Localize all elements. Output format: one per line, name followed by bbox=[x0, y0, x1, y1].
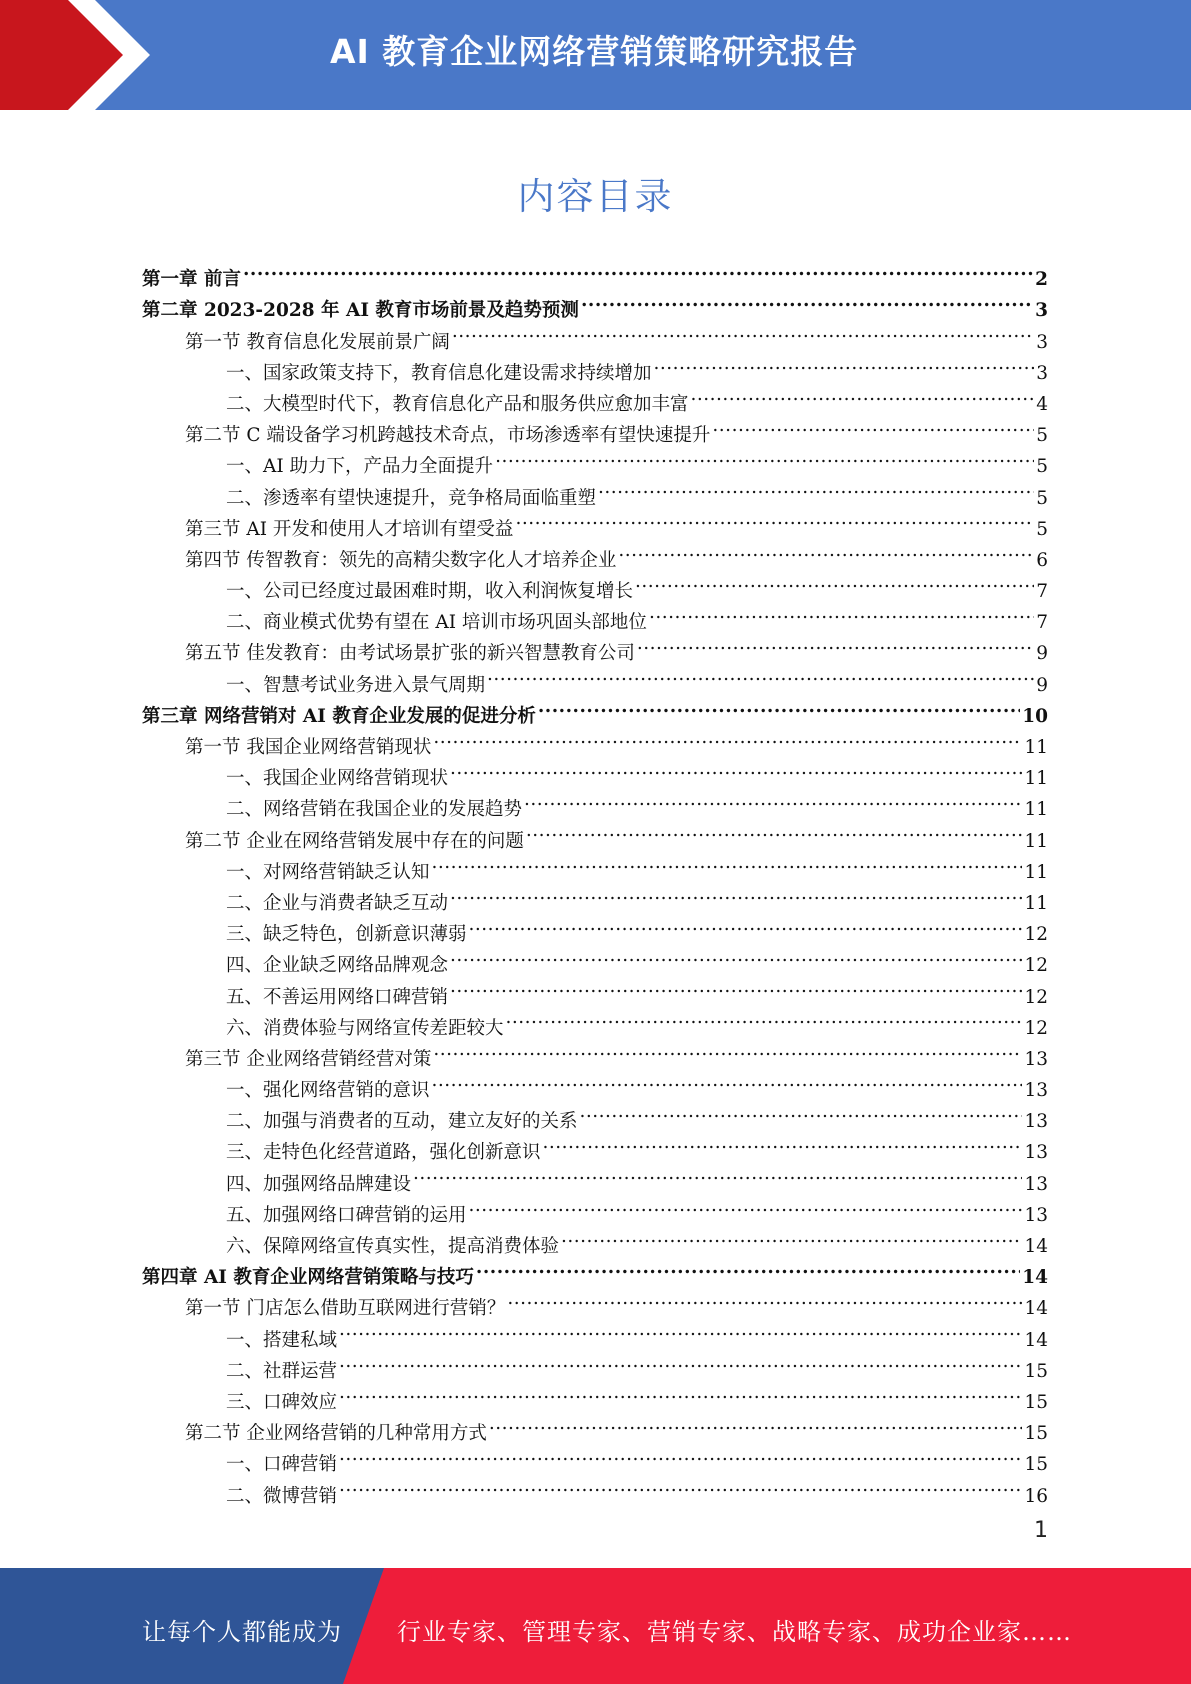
toc-entry-title: 三、缺乏特色，创新意识薄弱 bbox=[226, 924, 467, 946]
toc-entry-page: 13 bbox=[1024, 1111, 1048, 1133]
toc-entry-title: 第四章 AI 教育企业网络营销策略与技巧 bbox=[142, 1267, 474, 1289]
toc-entry-page: 5 bbox=[1036, 518, 1048, 540]
toc-entry-title: 二、微博营销 bbox=[226, 1485, 338, 1507]
toc-entry-title: 五、不善运用网络口碑营销 bbox=[226, 986, 449, 1008]
toc-dot-leader bbox=[450, 753, 1022, 784]
toc-dot-leader bbox=[476, 1252, 1020, 1283]
toc-dot-leader bbox=[495, 441, 1034, 472]
toc-entry-title: 一、国家政策支持下，教育信息化建设需求持续增加 bbox=[226, 362, 652, 384]
toc-entry-title: 六、消费体验与网络宣传差距较大 bbox=[226, 1017, 504, 1039]
toc-entry-page: 2 bbox=[1035, 269, 1048, 291]
toc-entry-page: 3 bbox=[1036, 362, 1048, 384]
toc-dot-leader bbox=[489, 1408, 1023, 1439]
toc-dot-leader bbox=[581, 285, 1033, 316]
toc-entry-page: 12 bbox=[1024, 955, 1048, 977]
toc-entry-title: 第三章 网络营销对 AI 教育企业发展的促进分析 bbox=[142, 705, 536, 727]
toc-entry-title: 二、大模型时代下，教育信息化产品和服务供应愈加丰富 bbox=[226, 393, 689, 415]
toc-dot-leader bbox=[538, 691, 1020, 722]
toc-dot-leader bbox=[561, 1221, 1022, 1252]
toc-entry-title: 二、渗透率有望快速提升，竞争格局面临重塑 bbox=[226, 487, 597, 509]
toc-entry-page: 11 bbox=[1024, 799, 1048, 821]
toc-entry-title: 一、搭建私域 bbox=[226, 1329, 338, 1351]
toc-dot-leader bbox=[450, 971, 1022, 1002]
footer-slogan-left: 让每个人都能成为 bbox=[142, 1618, 342, 1646]
report-title: AI 教育企业网络营销策略研究报告 bbox=[330, 32, 859, 71]
toc-dot-leader bbox=[515, 504, 1034, 535]
footer-slogan-right: 行业专家、管理专家、营销专家、战略专家、成功企业家…… bbox=[397, 1618, 1072, 1646]
toc-dot-leader bbox=[526, 815, 1023, 846]
toc-heading: 内容目录 bbox=[517, 175, 674, 218]
toc-entry-page: 11 bbox=[1024, 861, 1048, 883]
toc-entry-title: 一、公司已经度过最困难时期，收入利润恢复增长 bbox=[226, 581, 634, 603]
toc-dot-leader bbox=[339, 1314, 1022, 1345]
toc-entry-title: 第二节 企业网络营销的几种常用方式 bbox=[185, 1423, 487, 1445]
toc-dot-leader bbox=[339, 1470, 1022, 1501]
toc-entry[interactable] bbox=[142, 285, 1048, 322]
toc-dot-leader bbox=[507, 1283, 1022, 1314]
toc-entry-page: 6 bbox=[1036, 549, 1048, 571]
toc-dot-leader bbox=[433, 722, 1022, 753]
toc-dot-leader bbox=[339, 1439, 1022, 1470]
toc-entry-page: 14 bbox=[1024, 1298, 1048, 1320]
toc-dot-leader bbox=[413, 1158, 1022, 1189]
page-number: 1 bbox=[1034, 1518, 1048, 1543]
toc-entry-page: 13 bbox=[1024, 1142, 1048, 1164]
toc-entry-title: 二、商业模式优势有望在 AI 培训市场巩固头部地位 bbox=[226, 612, 647, 634]
toc-dot-leader bbox=[450, 878, 1022, 909]
toc-entry-title: 一、强化网络营销的意识 bbox=[226, 1080, 430, 1102]
toc-entry-page: 5 bbox=[1036, 456, 1048, 478]
toc-entry-title: 第一章 前言 bbox=[142, 269, 241, 291]
toc-entry-page: 12 bbox=[1024, 1017, 1048, 1039]
toc-entry-title: 第二节 C 端设备学习机跨越技术奇点，市场渗透率有望快速提升 bbox=[185, 425, 711, 447]
toc-entry-page: 7 bbox=[1036, 612, 1048, 634]
toc-entry-page: 7 bbox=[1036, 581, 1048, 603]
toc-dot-leader bbox=[637, 628, 1034, 659]
toc-entry-title: 第一节 教育信息化发展前景广阔 bbox=[185, 331, 450, 353]
toc-dot-leader bbox=[432, 1065, 1023, 1096]
toc-dot-leader bbox=[506, 1003, 1023, 1034]
toc-entry-page: 13 bbox=[1024, 1173, 1048, 1195]
toc-entry-page: 11 bbox=[1024, 768, 1048, 790]
toc-entry-page: 13 bbox=[1024, 1048, 1048, 1070]
toc-entry-page: 14 bbox=[1024, 1329, 1048, 1351]
toc-entry-title: 第三节 企业网络营销经营对策 bbox=[185, 1048, 432, 1070]
toc-dot-leader bbox=[654, 348, 1035, 379]
toc-entry-title: 第一节 我国企业网络营销现状 bbox=[185, 737, 432, 758]
toc-dot-leader bbox=[635, 566, 1034, 597]
toc-entry-page: 11 bbox=[1024, 737, 1048, 758]
toc-entry-page: 15 bbox=[1024, 1423, 1048, 1445]
toc-dot-leader bbox=[543, 1127, 1023, 1158]
toc-entry-title: 一、AI 助力下，产品力全面提升 bbox=[226, 456, 494, 478]
toc-entry-page: 10 bbox=[1022, 705, 1048, 727]
toc-entry-title: 三、口碑效应 bbox=[226, 1391, 338, 1413]
header-arrow-decoration bbox=[0, 0, 160, 110]
toc-entry-page: 5 bbox=[1036, 425, 1048, 447]
toc-entry-title: 一、对网络营销缺乏认知 bbox=[226, 861, 430, 883]
toc-entry-page: 3 bbox=[1036, 331, 1048, 353]
toc-entry-page: 13 bbox=[1024, 1204, 1048, 1226]
toc-entry-page: 4 bbox=[1036, 393, 1048, 415]
toc-entry-title: 一、智慧考试业务进入景气周期 bbox=[226, 674, 486, 696]
toc-entry-title: 一、我国企业网络营销现状 bbox=[226, 768, 449, 790]
toc-entry-title: 第三节 AI 开发和使用人才培训有望受益 bbox=[185, 518, 514, 540]
toc-entry-title: 二、网络营销在我国企业的发展趋势 bbox=[226, 799, 523, 821]
toc-dot-leader bbox=[243, 254, 1033, 285]
toc-entry-page: 13 bbox=[1024, 1080, 1048, 1102]
toc-entry-title: 第二节 企业在网络营销发展中存在的问题 bbox=[185, 830, 524, 852]
table-of-contents bbox=[142, 254, 1048, 1507]
toc-entry-page: 16 bbox=[1024, 1485, 1048, 1507]
toc-entry-page: 14 bbox=[1024, 1236, 1048, 1257]
toc-entry-page: 9 bbox=[1036, 674, 1048, 696]
toc-dot-leader bbox=[433, 1034, 1022, 1065]
toc-dot-leader bbox=[580, 1096, 1023, 1127]
toc-entry-title: 第五节 佳发教育：由考试场景扩张的新兴智慧教育公司 bbox=[185, 643, 635, 665]
toc-dot-leader bbox=[469, 1190, 1023, 1221]
toc-entry-title: 二、企业与消费者缺乏互动 bbox=[226, 892, 449, 914]
toc-entry-title: 四、企业缺乏网络品牌观念 bbox=[226, 955, 449, 977]
toc-entry-page: 11 bbox=[1024, 892, 1048, 914]
toc-dot-leader bbox=[452, 316, 1034, 347]
toc-entry-title: 第四节 传智教育：领先的高精尖数字化人才培养企业 bbox=[185, 549, 617, 571]
toc-dot-leader bbox=[432, 847, 1023, 878]
toc-dot-leader bbox=[649, 597, 1034, 628]
toc-entry-title: 六、保障网络宣传真实性，提高消费体验 bbox=[226, 1236, 560, 1257]
toc-entry-title: 二、加强与消费者的互动，建立友好的关系 bbox=[226, 1111, 578, 1133]
toc-entry-title: 第二章 2023-2028 年 AI 教育市场前景及趋势预测 bbox=[142, 300, 579, 322]
toc-dot-leader bbox=[598, 472, 1034, 503]
toc-entry-title: 三、走特色化经营道路，强化创新意识 bbox=[226, 1142, 541, 1164]
toc-entry-page: 3 bbox=[1035, 300, 1048, 322]
toc-dot-leader bbox=[524, 784, 1022, 815]
toc-dot-leader bbox=[339, 1377, 1022, 1408]
toc-entry-page: 15 bbox=[1024, 1391, 1048, 1413]
toc-dot-leader bbox=[469, 909, 1023, 940]
toc-entry-page: 12 bbox=[1024, 924, 1048, 946]
toc-entry-title: 二、社群运营 bbox=[226, 1360, 338, 1382]
toc-entry-title: 一、口碑营销 bbox=[226, 1454, 338, 1476]
toc-entry-page: 15 bbox=[1024, 1454, 1048, 1476]
toc-dot-leader bbox=[691, 379, 1035, 410]
toc-dot-leader bbox=[487, 659, 1034, 690]
toc-entry-page: 9 bbox=[1036, 643, 1048, 665]
toc-entry-page: 11 bbox=[1024, 830, 1048, 852]
toc-entry-title: 五、加强网络口碑营销的运用 bbox=[226, 1204, 467, 1226]
toc-entry-page: 12 bbox=[1024, 986, 1048, 1008]
toc-dot-leader bbox=[450, 940, 1022, 971]
toc-entry-page: 14 bbox=[1022, 1267, 1048, 1289]
toc-entry-page: 15 bbox=[1024, 1360, 1048, 1382]
toc-entry-title: 第一节 门店怎么借助互联网进行营销？ bbox=[185, 1298, 506, 1320]
toc-entry-title: 四、加强网络品牌建设 bbox=[226, 1173, 412, 1195]
toc-entry[interactable] bbox=[142, 254, 1048, 291]
toc-dot-leader bbox=[618, 535, 1034, 566]
toc-dot-leader bbox=[712, 410, 1034, 441]
toc-dot-leader bbox=[339, 1346, 1022, 1377]
toc-entry-page: 5 bbox=[1036, 487, 1048, 509]
